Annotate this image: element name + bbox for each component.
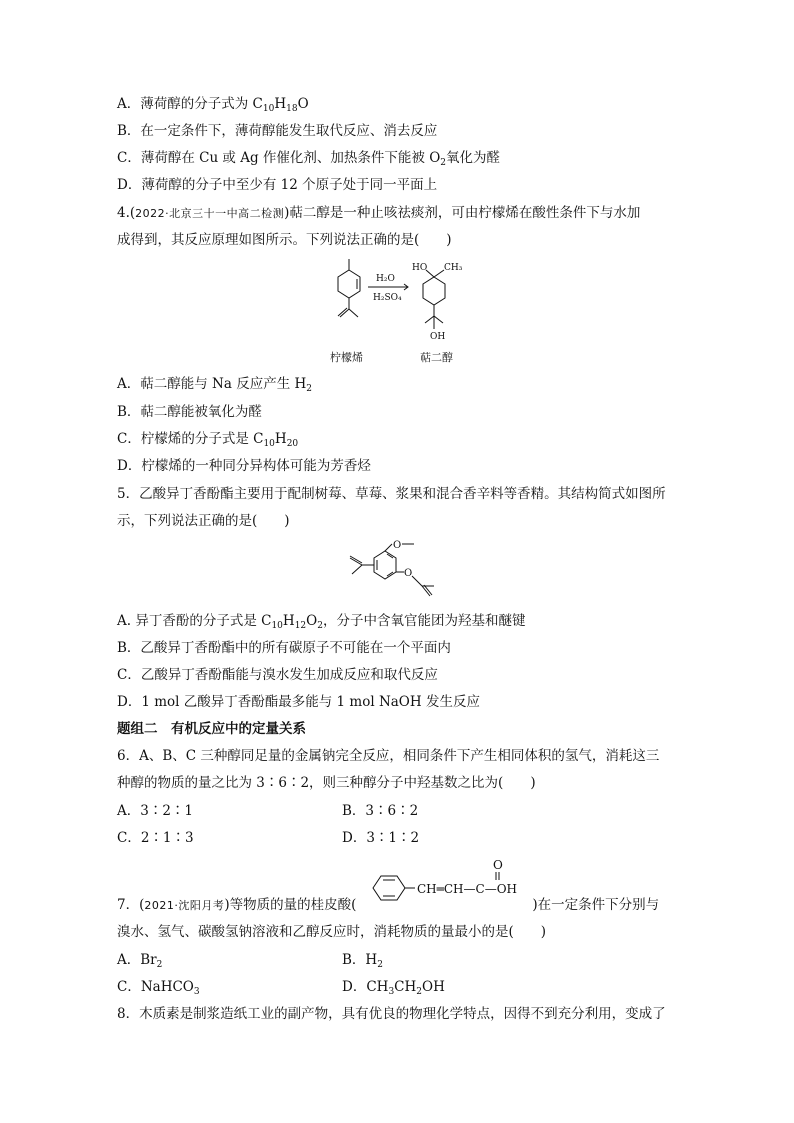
ether-oxygen: O [393, 540, 402, 551]
cinnamic-acid-chain: CH═CH—C—OH [417, 882, 518, 896]
label-limonene: 柠檬烯 [330, 351, 363, 364]
q6-stem-line1: 6．A、B、C 三种醇同足量的金属钠完全反应，相同条件下产生相同体积的氢气，消耗这三 [117, 748, 660, 764]
q7-option-c: C．NaHCO$_3$ [117, 979, 200, 997]
q6-option-a: A．3∶2∶1 [117, 803, 194, 819]
reaction-arrow [368, 284, 408, 290]
q3-option-c: C．薄荷醇在 Cu 或 Ag 作催化剂、加热条件下能被 $O_2$氧化为醛 [117, 150, 501, 168]
q7-option-d: D．$CH_3CH_2OH$ [342, 979, 445, 997]
q5-option-c: C．乙酸异丁香酚酯能与溴水发生加成反应和取代反应 [117, 667, 438, 683]
q4-option-a: A．萜二醇能与 Na 反应产生 $H_2$ [117, 376, 312, 394]
q6-stem-line2: 种醇的物质的量之比为 3∶6∶2，则三种醇分子中羟基数之比为( ) [117, 775, 536, 791]
reagent-water: H₂O [376, 274, 395, 284]
q7-option-a: A．$Br_2$ [117, 952, 163, 970]
q7-option-b: B．$H_2$ [342, 952, 383, 970]
q6-option-d: D．3∶1∶2 [342, 830, 420, 846]
q5-structure-figure [330, 534, 465, 602]
q4-option-b: B．萜二醇能被氧化为醛 [117, 404, 262, 420]
q5-stem-line1: 5．乙酸异丁香酚酯主要用于配制树莓、草莓、浆果和混合香辛料等香精。其结构简式如图所 [117, 486, 666, 502]
q7-stem-line2: 溴水、氢气、碳酸氢钠溶液和乙醇反应时，消耗物质的量最小的是( ) [117, 924, 547, 940]
isoeugenol-acetate-structure [350, 544, 434, 596]
q3-option-a: A．薄荷醇的分子式为 $C_{10}H_{18}O$ [117, 96, 309, 114]
q3-option-d: D．薄荷醇的分子中至少有 12 个原子处于同一平面上 [117, 177, 438, 193]
terpin-ho: HO [412, 263, 428, 273]
q4-reaction-figure [320, 257, 480, 369]
limonene-structure [338, 259, 360, 317]
ester-oxygen: O [404, 568, 413, 579]
q6-option-b: B．3∶6∶2 [342, 803, 419, 819]
q5-stem-line2: 示，下列说法正确的是( ) [117, 513, 290, 529]
q4-stem-line2: 成得到，其反应原理如图所示。下列说法正确的是( ) [117, 232, 452, 248]
q3-option-b: B．在一定条件下，薄荷醇能发生取代反应、消去反应 [117, 123, 438, 139]
q8-stem-line1: 8．木质素是制浆造纸工业的副产物，具有优良的物理化学特点，因得不到充分利用，变成了 [117, 1006, 666, 1022]
terpin-structure [423, 270, 445, 329]
q7-cinnamic-acid-figure [365, 854, 555, 914]
q4-option-d: D．柠檬烯的一种同分异构体可能为芳香烃 [117, 458, 371, 474]
q7-stem-line1: 7．(2021·沈阳月考)等物质的量的桂皮酸( )在一定条件下分别与 [117, 897, 660, 913]
q5-option-a: A. 异丁香酚的分子式是 $C_{10}H_{12}O_2$，分子中含氧官能团为羟基和醚键 [117, 613, 526, 631]
reagent-sulfuric-acid: H₂SO₄ [373, 293, 402, 303]
group2-heading: 题组二 有机反应中的定量关系 [117, 721, 306, 737]
q5-option-d: D．1 mol 乙酸异丁香酚酯最多能与 1 mol NaOH 发生反应 [117, 694, 480, 710]
q5-option-b: B．乙酸异丁香酚酯中的所有碳原子不可能在一个平面内 [117, 640, 451, 656]
q4-option-c: C．柠檬烯的分子式是 $C_{10}H_{20}$ [117, 431, 299, 449]
label-terpin: 萜二醇 [420, 351, 453, 364]
q6-option-c: C．2∶1∶3 [117, 830, 194, 846]
carbonyl-oxygen: O [493, 858, 503, 872]
terpin-oh: OH [430, 332, 446, 342]
terpin-ch3: CH₃ [444, 263, 463, 273]
q4-stem-line1: 4.(2022·北京三十一中高二检测)萜二醇是一种止咳祛痰剂，可由柠檬烯在酸性条件下与水加 [117, 205, 641, 221]
